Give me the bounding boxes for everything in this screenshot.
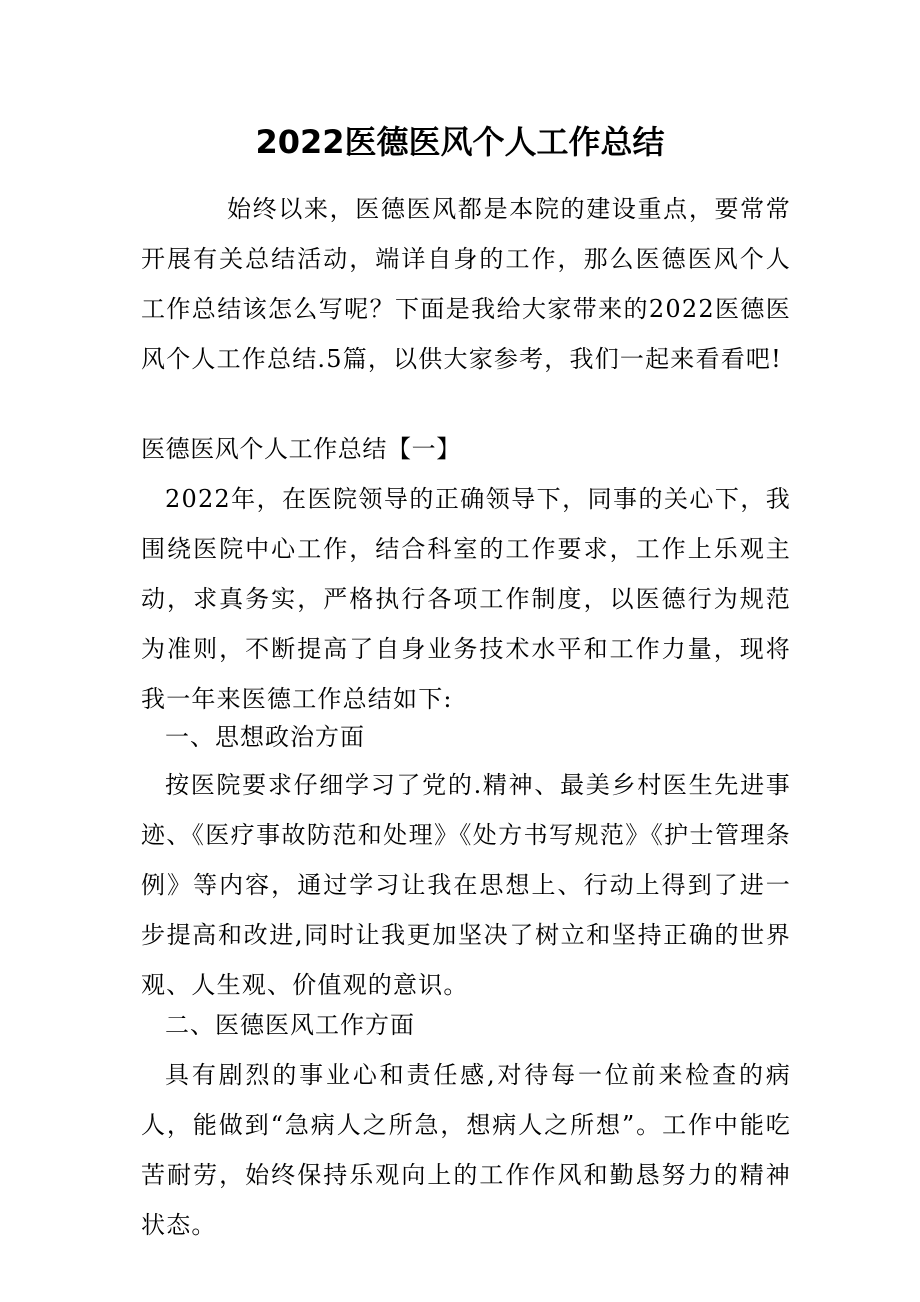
paragraph-1: 2022年，在医院领导的正确领导下，同事的关心下，我围绕医院中心工作，结合科室的工作要求，工作上乐观主动，求真务实，严格执行各项工作制度，以医德行为规范为准则，不断提高了自身业务技术水平和工作力量，现将我一年来医德工作总结如下: [141,485,791,713]
paragraph-3: 具有剧烈的事业心和责任感,对待每一位前来检查的病人，能做到“急病人之所急，想病人之所想”。工作中能吃苦耐劳，始终保持乐观向上的工作作风和勤恳努力的精神状态。 [141,1061,791,1239]
paragraph-2: 按医院要求仔细学习了党的.精神、最美乡村医生先进事迹、《医疗事故防范和处理》《处方书写规范》《护士管理条例》等内容，通过学习让我在思想上、行动上得到了进一步提高和改进,同时让我更加坚决了树立和坚持正确的世界观、人生观、价值观的意识。 [141,771,791,999]
document-title: 2022医德医风个人工作总结 [255,123,665,161]
intro-paragraph: 始终以来，医德医风都是本院的建设重点，要常常开展有关总结活动，端详自身的工作，那么医德医风个人工作总结该怎么写呢？下面是我给大家带来的2022医德医风个人工作总结.5篇，以供大家参考，我们一起来看看吧! [141,195,791,373]
section-heading: 医德医风个人工作总结【一】 [141,435,461,463]
subheading-medical-ethics: 二、医德医风工作方面 [165,1011,415,1039]
subheading-political: 一、思想政治方面 [165,723,365,751]
